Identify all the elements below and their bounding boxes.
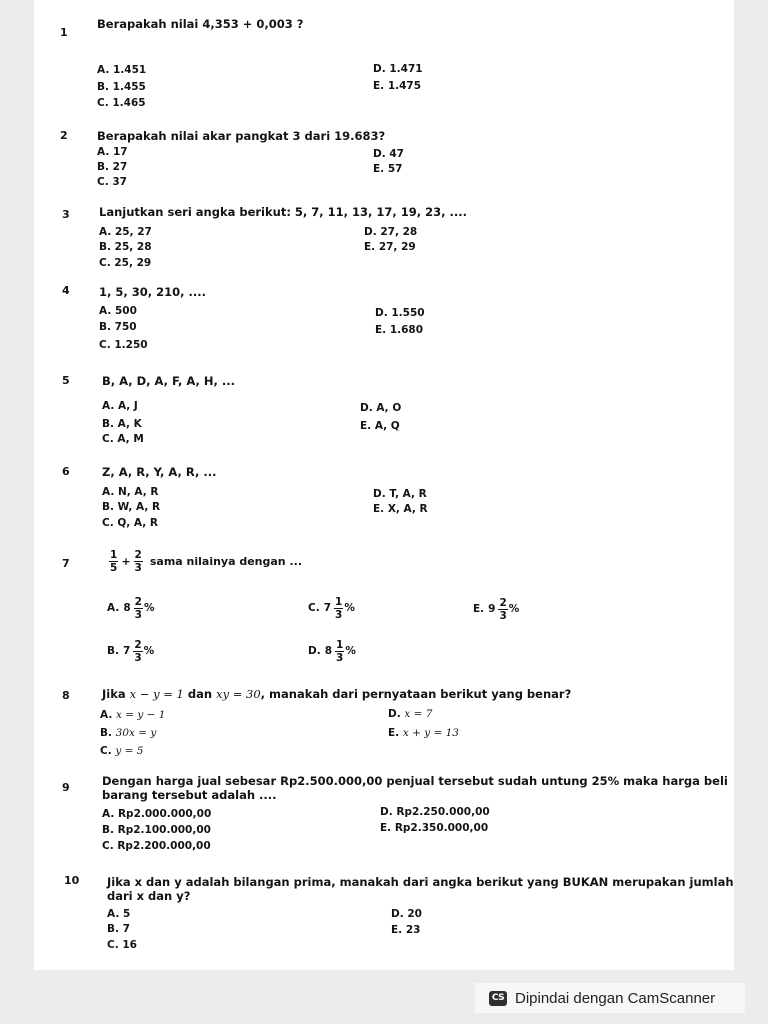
question-text-line1: Jika x dan y adalah bilangan prima, manakah dari angka berikut yang BUKAN merupakan jumlah [107, 875, 734, 889]
equation-xy: xy = 30 [216, 687, 261, 701]
camscanner-logo-icon: CS [489, 991, 507, 1006]
question-number: 8 [62, 689, 70, 702]
option-e: E. 57 [373, 163, 403, 175]
option-a: A. N, A, R [102, 486, 159, 498]
option-b: B. 750 [99, 321, 137, 333]
option-a: A. A, J [102, 400, 138, 412]
question-text: B, A, D, A, F, A, H, ... [102, 374, 235, 388]
question-text: Jika x − y = 1 dan xy = 30, manakah dari pernyataan berikut yang benar? [102, 687, 572, 701]
option-a: A. x = y − 1 [100, 709, 166, 721]
option-e: E. 1.680 [375, 324, 424, 336]
question-text [108, 549, 302, 574]
option-a: A. 8 $\frac{2}{3}$ % [107, 596, 155, 621]
option-b: B. 30x = y [100, 727, 157, 739]
option-d: D. x = 7 [388, 708, 433, 720]
option-e: E. 27, 29 [364, 241, 416, 253]
question-number: 4 [62, 284, 70, 297]
option-e: E. X, A, R [373, 503, 428, 515]
question-text: Lanjutkan seri angka berikut: 5, 7, 11, 13, 17, 19, 23, .... [99, 205, 468, 219]
option-c: C. Rp2.200.000,00 [102, 840, 211, 852]
option-c: C. A, M [102, 433, 144, 445]
watermark-text: Dipindai dengan CamScanner [515, 989, 716, 1007]
option-e: E. Rp2.350.000,00 [380, 822, 489, 834]
option-d: D. 27, 28 [364, 226, 418, 238]
option-c: C. 37 [97, 176, 127, 188]
question-number: 9 [62, 781, 70, 794]
option-b: B. W, A, R [102, 501, 161, 513]
option-b: B. 7 $\frac{2}{3}$ % [107, 639, 155, 664]
option-e: E. A, Q [360, 420, 400, 432]
question-text: Z, A, R, Y, A, R, ... [102, 465, 217, 479]
option-a: A. 1.451 [97, 64, 147, 76]
option-d: D. 20 [391, 908, 422, 920]
question-number: 3 [62, 208, 70, 221]
question-number: 6 [62, 465, 70, 478]
question-text: Berapakah nilai 4,353 + 0,003 ? [97, 17, 304, 31]
option-a: A. 500 [99, 305, 137, 317]
equation-x-minus-y: x − y = 1 [129, 687, 184, 701]
option-b: B. 25, 28 [99, 241, 152, 253]
question-text-line1: Dengan harga jual sebesar Rp2.500.000,00 penjual tersebut sudah untung 25% maka harga beli [102, 774, 728, 788]
question-text: Berapakah nilai akar pangkat 3 dari 19.683? [97, 129, 386, 143]
option-e: E. 23 [391, 924, 421, 936]
option-a: A. 17 [97, 146, 128, 158]
option-e: E. 1.475 [373, 80, 422, 92]
question-text: 1, 5, 30, 210, .... [99, 285, 206, 299]
option-d: D. 8 $\frac{1}{3}$ % [308, 639, 356, 664]
option-c: C. 25, 29 [99, 257, 152, 269]
option-d: D. 1.550 [375, 307, 425, 319]
option-c: C. 1.250 [99, 339, 148, 351]
option-d: D. Rp2.250.000,00 [380, 806, 490, 818]
option-b: B. Rp2.100.000,00 [102, 824, 211, 836]
option-e: E. x + y = 13 [388, 727, 459, 739]
question-number: 1 [60, 26, 68, 39]
question-number: 10 [64, 874, 80, 887]
option-c: C. 1.465 [97, 97, 146, 109]
camscanner-watermark [475, 983, 745, 1013]
plus-sign: + [121, 555, 131, 568]
question-number: 2 [60, 129, 68, 142]
option-c: C. 16 [107, 939, 137, 951]
option-d: D. 1.471 [373, 63, 423, 75]
option-a: A. Rp2.000.000,00 [102, 808, 212, 820]
option-c: C. 7 $\frac{1}{3}$ % [308, 596, 355, 621]
option-b: B. 7 [107, 923, 130, 935]
option-a: A. 25, 27 [99, 226, 152, 238]
question-number: 5 [62, 374, 70, 387]
option-c: C. y = 5 [100, 745, 144, 757]
option-d: D. A, O [360, 402, 402, 414]
option-e: E. 9 $\frac{2}{3}$ % [473, 597, 520, 622]
fraction-two-thirds: $\frac{2}{3}$ [134, 549, 142, 574]
option-b: B. A, K [102, 418, 142, 430]
question-text-line2: barang tersebut adalah .... [102, 788, 277, 802]
option-d: D. T, A, R [373, 488, 427, 500]
question-suffix: sama nilainya dengan ... [149, 555, 303, 568]
option-b: B. 27 [97, 161, 128, 173]
question-text-line2: dari x dan y? [107, 889, 191, 903]
option-a: A. 5 [107, 908, 131, 920]
option-c: C. Q, A, R [102, 517, 158, 529]
fraction-one-fifth: $\frac{1}{5}$ [110, 549, 118, 574]
option-b: B. 1.455 [97, 81, 146, 93]
option-d: D. 47 [373, 148, 404, 160]
question-number: 7 [62, 557, 70, 570]
